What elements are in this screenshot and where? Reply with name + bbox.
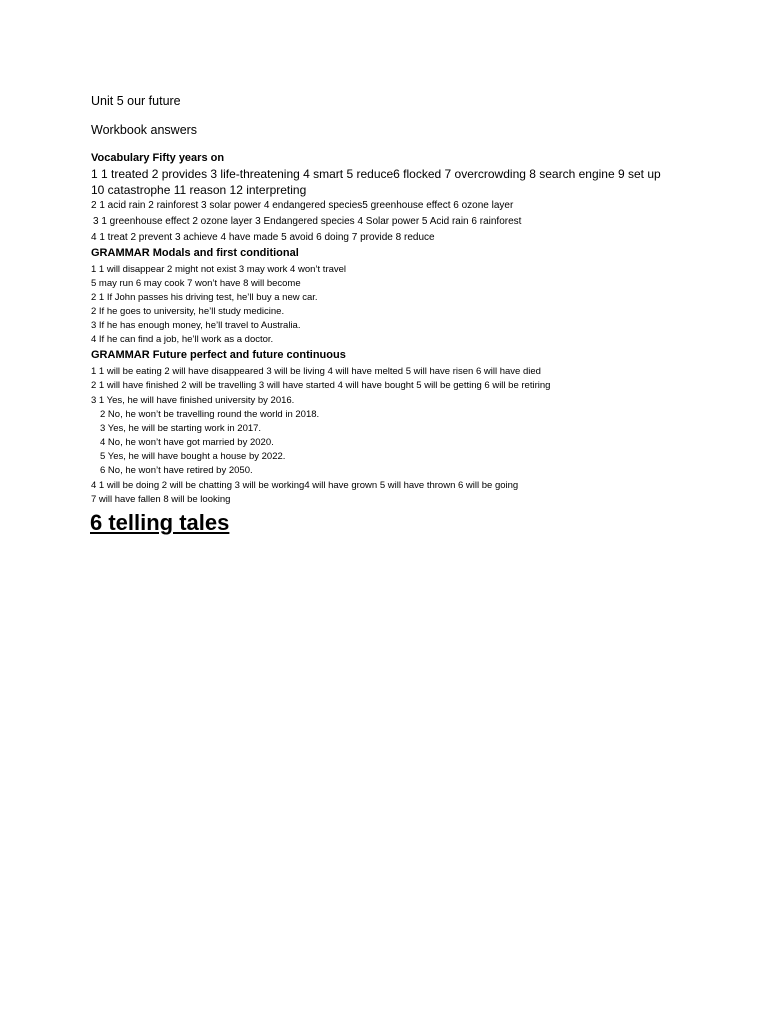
answer-line: 2 No, he won’t be travelling round the world in 2018. (100, 409, 320, 420)
answer-line: 2 If he goes to university, he’ll study medicine. (91, 306, 285, 317)
section-heading-vocabulary: Vocabulary Fifty years on (91, 152, 225, 164)
answer-line: 2 1 will have finished 2 will be travelling 3 will have started 4 will have bought 5 will be getting 6 will be retiring (91, 380, 551, 391)
answer-line: 7 will have fallen 8 will be looking (91, 494, 231, 505)
answer-line: 5 Yes, he will have bought a house by 2022. (100, 451, 286, 462)
section-heading-modals: GRAMMAR Modals and first conditional (91, 247, 299, 259)
answer-line: 4 If he can find a job, he’ll work as a doctor. (91, 334, 274, 345)
answer-line: 2 1 If John passes his driving test, he’ll buy a new car. (91, 292, 318, 303)
unit-title: Unit 5 our future (91, 94, 181, 108)
answer-line: 2 1 acid rain 2 rainforest 3 solar power 4 endangered species5 greenhouse effect 6 ozone layer (91, 200, 514, 211)
answer-line: 3 If he has enough money, he’ll travel to Australia. (91, 320, 301, 331)
answer-line: 3 Yes, he will be starting work in 2017. (100, 423, 262, 434)
answer-line: 1 1 will disappear 2 might not exist 3 may work 4 won’t travel (91, 264, 347, 275)
answer-line: 4 No, he won’t have got married by 2020. (100, 437, 274, 448)
answer-line: 3 1 greenhouse effect 2 ozone layer 3 Endangered species 4 Solar power 5 Acid rain 6 rainforest (93, 216, 522, 227)
answer-line: 5 may run 6 may cook 7 won’t have 8 will become (91, 278, 301, 289)
unit-6-title: 6 telling tales (90, 510, 230, 535)
answer-line: 6 No, he won’t have retired by 2050. (100, 465, 253, 476)
answer-line: 4 1 treat 2 prevent 3 achieve 4 have made 5 avoid 6 doing 7 provide 8 reduce (91, 232, 435, 243)
answer-line: 1 1 treated 2 provides 3 life-threatening 4 smart 5 reduce6 flocked 7 overcrowding 8 search engine 9 set up (91, 167, 661, 181)
answer-line: 3 1 Yes, he will have finished university by 2016. (91, 395, 295, 406)
answer-line: 10 catastrophe 11 reason 12 interpreting (91, 183, 307, 197)
workbook-answers-title: Workbook answers (91, 123, 198, 137)
answer-line: 1 1 will be eating 2 will have disappeared 3 will be living 4 will have melted 5 will have risen 6 will have died (91, 366, 541, 377)
answer-line: 4 1 will be doing 2 will be chatting 3 will be working4 will have grown 5 will have thrown 6 will be going (91, 480, 519, 491)
section-heading-future-perfect: GRAMMAR Future perfect and future continuous (91, 349, 346, 361)
